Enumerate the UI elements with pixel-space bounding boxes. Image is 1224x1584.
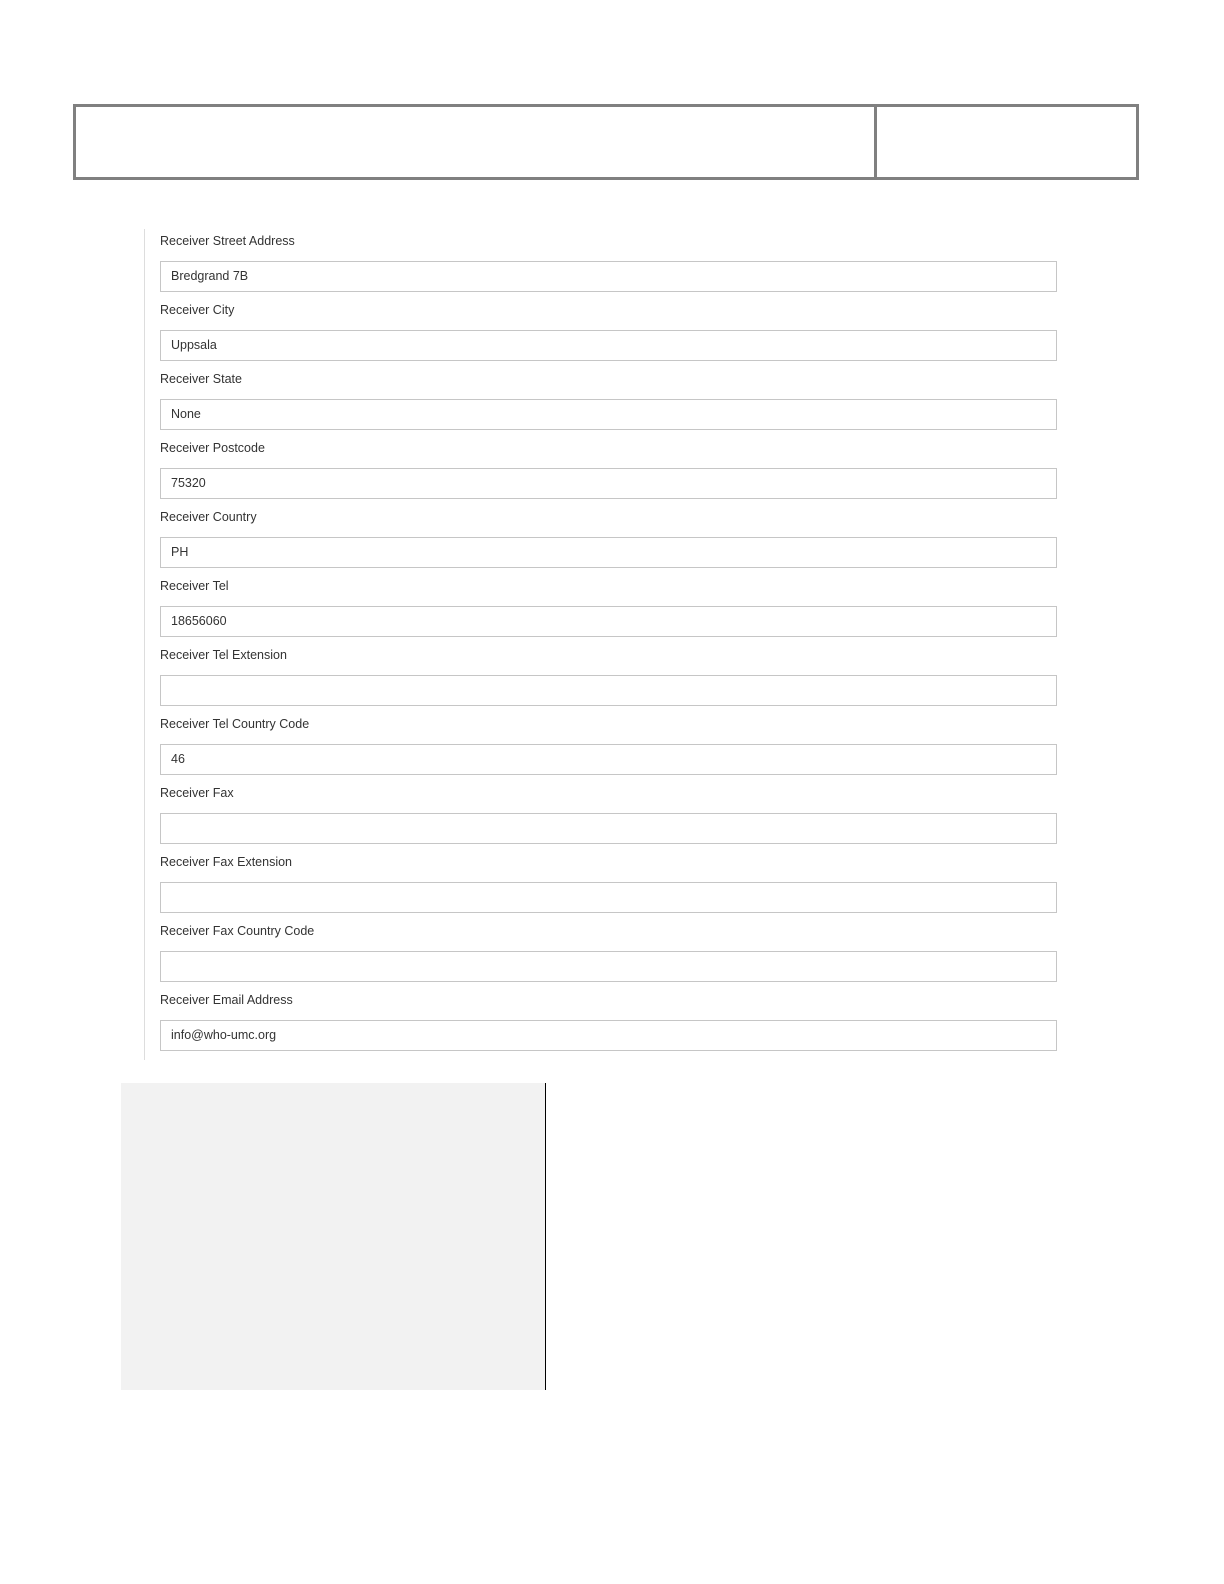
field-label: Receiver Tel Extension xyxy=(160,648,287,662)
table-cell-label xyxy=(121,1214,546,1258)
table-cell-label xyxy=(121,1127,546,1171)
field-label: Receiver Fax xyxy=(160,786,234,800)
receiver-fax-extension-input[interactable] xyxy=(160,882,1057,913)
table-row xyxy=(121,1127,1091,1172)
receiver-postcode-input[interactable]: 75320 xyxy=(160,468,1057,499)
receiver-fax-country-code-input[interactable] xyxy=(160,951,1057,982)
field-label: Receiver Email Address xyxy=(160,993,293,1007)
receiver-city-input[interactable]: Uppsala xyxy=(160,330,1057,361)
summary-table xyxy=(121,1083,1091,1389)
table-cell-value xyxy=(546,1346,1091,1390)
receiver-fax-input[interactable] xyxy=(160,813,1057,844)
receiver-tel-country-code-input[interactable]: 46 xyxy=(160,744,1057,775)
field-label: Receiver Fax Country Code xyxy=(160,924,315,938)
table-cell-label xyxy=(121,1302,546,1346)
receiver-email-address-input[interactable]: info@who-umc.org xyxy=(160,1020,1057,1051)
table-cell-label xyxy=(121,1171,546,1215)
field-label: Receiver Tel Country Code xyxy=(160,717,310,731)
table-row xyxy=(121,1346,1091,1390)
receiver-country-input[interactable]: PH xyxy=(160,537,1057,568)
receiver-tel-extension-input[interactable] xyxy=(160,675,1057,706)
table-row xyxy=(121,1258,1091,1303)
table-cell-value xyxy=(546,1258,1091,1302)
table-cell-value xyxy=(546,1127,1091,1171)
field-label: Receiver Postcode xyxy=(160,441,265,455)
table-row xyxy=(121,1214,1091,1259)
field-label: Receiver State xyxy=(160,372,242,386)
table-row xyxy=(121,1083,1091,1128)
table-row xyxy=(121,1171,1091,1216)
table-cell-value xyxy=(546,1083,1091,1127)
table-cell-value xyxy=(546,1302,1091,1346)
table-cell-value xyxy=(546,1214,1091,1258)
field-label: Receiver Country xyxy=(160,510,257,524)
table-cell-label xyxy=(121,1083,546,1127)
header-left-cell xyxy=(76,107,877,177)
table-cell-value xyxy=(546,1171,1091,1215)
receiver-state-input[interactable]: None xyxy=(160,399,1057,430)
table-cell-label xyxy=(121,1346,546,1390)
receiver-form xyxy=(144,229,1060,1060)
field-label: Receiver City xyxy=(160,303,235,317)
table-row xyxy=(121,1302,1091,1347)
field-label: Receiver Tel xyxy=(160,579,229,593)
table-cell-label xyxy=(121,1258,546,1302)
field-label: Receiver Street Address xyxy=(160,234,295,248)
header-box xyxy=(73,104,1139,180)
field-label: Receiver Fax Extension xyxy=(160,855,293,869)
header-right-cell xyxy=(877,107,1136,177)
receiver-tel-input[interactable]: 18656060 xyxy=(160,606,1057,637)
receiver-street-address-input[interactable]: Bredgrand 7B xyxy=(160,261,1057,292)
